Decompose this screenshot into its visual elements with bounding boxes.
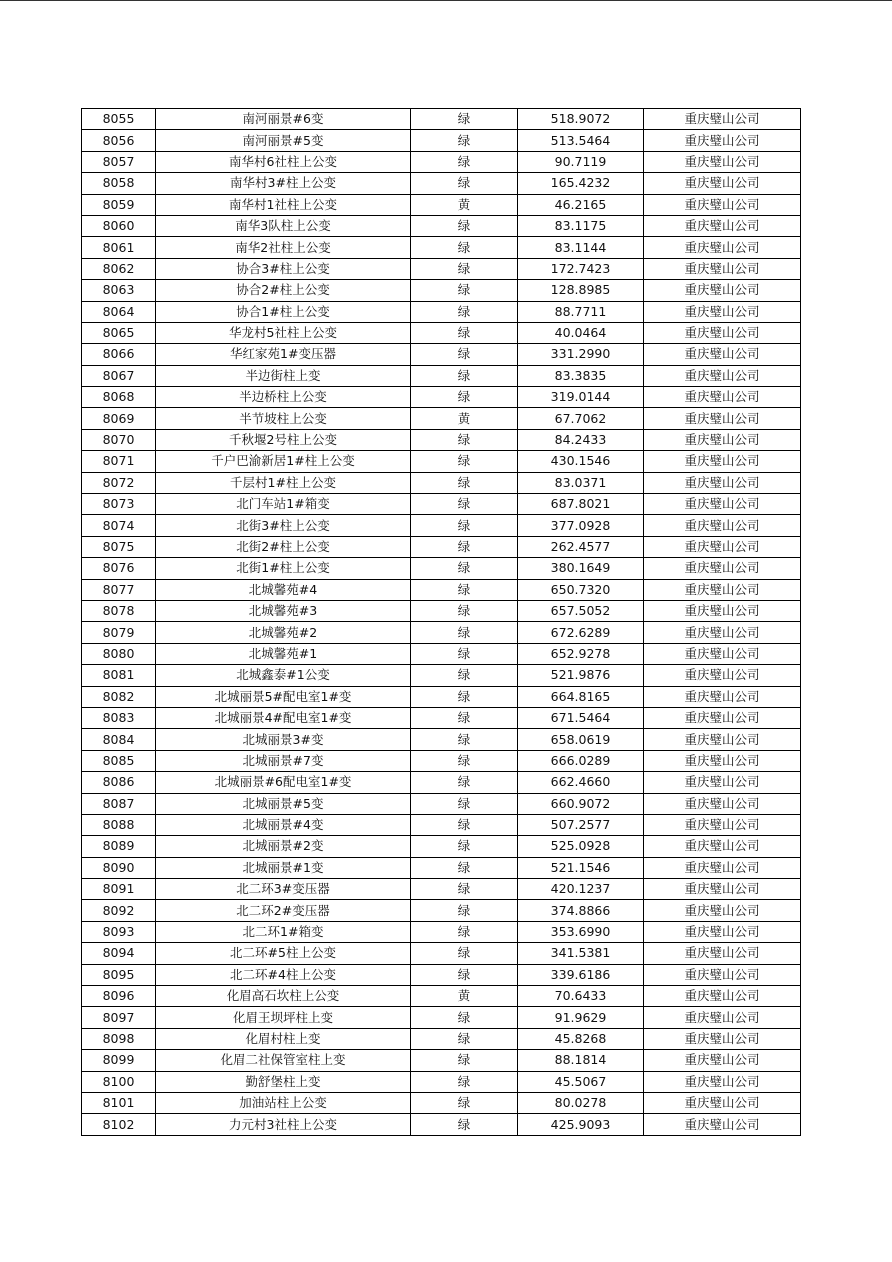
- company-cell: 重庆璧山公司: [644, 387, 801, 408]
- row-id-cell: 8064: [82, 301, 156, 322]
- company-cell: 重庆璧山公司: [644, 622, 801, 643]
- company-cell: 重庆璧山公司: [644, 215, 801, 236]
- status-cell: 绿: [411, 536, 518, 557]
- row-id-cell: 8087: [82, 793, 156, 814]
- table-row: [82, 665, 801, 686]
- company-cell: 重庆璧山公司: [644, 879, 801, 900]
- station-name-cell: 北城馨苑#3: [156, 600, 411, 621]
- table-row: [82, 151, 801, 172]
- table-row: [82, 558, 801, 579]
- table-row: [82, 1114, 801, 1135]
- value-cell: 67.7062: [518, 408, 644, 429]
- row-id-cell: 8062: [82, 258, 156, 279]
- value-cell: 172.7423: [518, 258, 644, 279]
- row-id-cell: 8069: [82, 408, 156, 429]
- value-cell: 672.6289: [518, 622, 644, 643]
- value-cell: 658.0619: [518, 729, 644, 750]
- value-cell: 91.9629: [518, 1007, 644, 1028]
- row-id-cell: 8060: [82, 215, 156, 236]
- table-row: [82, 109, 801, 130]
- table-body: [82, 109, 801, 1136]
- company-cell: 重庆璧山公司: [644, 365, 801, 386]
- table-row: [82, 643, 801, 664]
- row-id-cell: 8061: [82, 237, 156, 258]
- table-row: [82, 472, 801, 493]
- table-row: [82, 387, 801, 408]
- status-cell: 绿: [411, 622, 518, 643]
- table-row: [82, 322, 801, 343]
- value-cell: 165.4232: [518, 173, 644, 194]
- station-name-cell: 力元村3社柱上公变: [156, 1114, 411, 1135]
- value-cell: 650.7320: [518, 579, 644, 600]
- row-id-cell: 8058: [82, 173, 156, 194]
- status-cell: 绿: [411, 322, 518, 343]
- value-cell: 84.2433: [518, 429, 644, 450]
- row-id-cell: 8099: [82, 1050, 156, 1071]
- value-cell: 88.1814: [518, 1050, 644, 1071]
- company-cell: 重庆璧山公司: [644, 408, 801, 429]
- table-row: [82, 215, 801, 236]
- company-cell: 重庆璧山公司: [644, 237, 801, 258]
- table-row: [82, 686, 801, 707]
- page-top-border: [0, 0, 892, 1]
- station-name-cell: 协合3#柱上公变: [156, 258, 411, 279]
- status-cell: 绿: [411, 900, 518, 921]
- table-row: [82, 429, 801, 450]
- company-cell: 重庆璧山公司: [644, 1071, 801, 1092]
- table-row: [82, 964, 801, 985]
- status-cell: 绿: [411, 258, 518, 279]
- value-cell: 513.5464: [518, 130, 644, 151]
- table-row: [82, 237, 801, 258]
- value-cell: 430.1546: [518, 451, 644, 472]
- status-cell: 绿: [411, 494, 518, 515]
- value-cell: 652.9278: [518, 643, 644, 664]
- company-cell: 重庆璧山公司: [644, 429, 801, 450]
- row-id-cell: 8098: [82, 1028, 156, 1049]
- row-id-cell: 8071: [82, 451, 156, 472]
- status-cell: 绿: [411, 643, 518, 664]
- company-cell: 重庆璧山公司: [644, 130, 801, 151]
- station-name-cell: 北城丽景#5变: [156, 793, 411, 814]
- station-name-cell: 北城丽景#4变: [156, 814, 411, 835]
- company-cell: 重庆璧山公司: [644, 280, 801, 301]
- station-name-cell: 北二环1#箱变: [156, 921, 411, 942]
- table-row: [82, 857, 801, 878]
- row-id-cell: 8100: [82, 1071, 156, 1092]
- status-cell: 绿: [411, 558, 518, 579]
- value-cell: 88.7711: [518, 301, 644, 322]
- status-cell: 黄: [411, 194, 518, 215]
- status-cell: 绿: [411, 600, 518, 621]
- row-id-cell: 8079: [82, 622, 156, 643]
- table-row: [82, 943, 801, 964]
- station-name-cell: 勤舒堡柱上变: [156, 1071, 411, 1092]
- status-cell: 绿: [411, 814, 518, 835]
- value-cell: 83.1144: [518, 237, 644, 258]
- value-cell: 80.0278: [518, 1092, 644, 1113]
- value-cell: 83.1175: [518, 215, 644, 236]
- company-cell: 重庆璧山公司: [644, 109, 801, 130]
- station-name-cell: 南华村6社柱上公变: [156, 151, 411, 172]
- status-cell: 绿: [411, 836, 518, 857]
- value-cell: 83.0371: [518, 472, 644, 493]
- table-row: [82, 1071, 801, 1092]
- table-row: [82, 750, 801, 771]
- value-cell: 45.8268: [518, 1028, 644, 1049]
- station-name-cell: 华龙村5社柱上公变: [156, 322, 411, 343]
- company-cell: 重庆璧山公司: [644, 836, 801, 857]
- table-row: [82, 600, 801, 621]
- table-row: [82, 1092, 801, 1113]
- status-cell: 绿: [411, 579, 518, 600]
- status-cell: 黄: [411, 408, 518, 429]
- status-cell: 绿: [411, 365, 518, 386]
- status-cell: 绿: [411, 1050, 518, 1071]
- company-cell: 重庆璧山公司: [644, 814, 801, 835]
- status-cell: 绿: [411, 1028, 518, 1049]
- row-id-cell: 8068: [82, 387, 156, 408]
- station-name-cell: 千层村1#柱上公变: [156, 472, 411, 493]
- row-id-cell: 8070: [82, 429, 156, 450]
- station-name-cell: 北城馨苑#4: [156, 579, 411, 600]
- company-cell: 重庆璧山公司: [644, 515, 801, 536]
- station-name-cell: 北二环#5柱上公变: [156, 943, 411, 964]
- status-cell: 黄: [411, 986, 518, 1007]
- value-cell: 70.6433: [518, 986, 644, 1007]
- value-cell: 331.2990: [518, 344, 644, 365]
- table-row: [82, 772, 801, 793]
- station-name-cell: 北街3#柱上公变: [156, 515, 411, 536]
- value-cell: 687.8021: [518, 494, 644, 515]
- row-id-cell: 8102: [82, 1114, 156, 1135]
- table-row: [82, 1050, 801, 1071]
- value-cell: 262.4577: [518, 536, 644, 557]
- status-cell: 绿: [411, 472, 518, 493]
- value-cell: 521.1546: [518, 857, 644, 878]
- value-cell: 319.0144: [518, 387, 644, 408]
- status-cell: 绿: [411, 793, 518, 814]
- status-cell: 绿: [411, 750, 518, 771]
- status-cell: 绿: [411, 686, 518, 707]
- station-name-cell: 北二环#4柱上公变: [156, 964, 411, 985]
- company-cell: 重庆璧山公司: [644, 964, 801, 985]
- station-name-cell: 南华村3#柱上公变: [156, 173, 411, 194]
- row-id-cell: 8074: [82, 515, 156, 536]
- row-id-cell: 8092: [82, 900, 156, 921]
- station-name-cell: 北城丽景#7变: [156, 750, 411, 771]
- row-id-cell: 8077: [82, 579, 156, 600]
- value-cell: 662.4660: [518, 772, 644, 793]
- row-id-cell: 8059: [82, 194, 156, 215]
- row-id-cell: 8078: [82, 600, 156, 621]
- value-cell: 664.8165: [518, 686, 644, 707]
- table-row: [82, 793, 801, 814]
- value-cell: 46.2165: [518, 194, 644, 215]
- station-name-cell: 北城丽景5#配电室1#变: [156, 686, 411, 707]
- row-id-cell: 8083: [82, 707, 156, 728]
- value-cell: 90.7119: [518, 151, 644, 172]
- station-name-cell: 协合2#柱上公变: [156, 280, 411, 301]
- station-name-cell: 加油站柱上公变: [156, 1092, 411, 1113]
- station-name-cell: 南华2社柱上公变: [156, 237, 411, 258]
- status-cell: 绿: [411, 729, 518, 750]
- station-name-cell: 化眉村柱上变: [156, 1028, 411, 1049]
- company-cell: 重庆璧山公司: [644, 173, 801, 194]
- station-name-cell: 千户巴渝新居1#柱上公变: [156, 451, 411, 472]
- company-cell: 重庆璧山公司: [644, 921, 801, 942]
- company-cell: 重庆璧山公司: [644, 558, 801, 579]
- row-id-cell: 8090: [82, 857, 156, 878]
- row-id-cell: 8085: [82, 750, 156, 771]
- status-cell: 绿: [411, 665, 518, 686]
- row-id-cell: 8086: [82, 772, 156, 793]
- row-id-cell: 8073: [82, 494, 156, 515]
- table-row: [82, 900, 801, 921]
- value-cell: 660.9072: [518, 793, 644, 814]
- value-cell: 657.5052: [518, 600, 644, 621]
- company-cell: 重庆璧山公司: [644, 1114, 801, 1135]
- row-id-cell: 8072: [82, 472, 156, 493]
- value-cell: 425.9093: [518, 1114, 644, 1135]
- row-id-cell: 8065: [82, 322, 156, 343]
- value-cell: 666.0289: [518, 750, 644, 771]
- row-id-cell: 8095: [82, 964, 156, 985]
- station-name-cell: 北城丽景#6配电室1#变: [156, 772, 411, 793]
- company-cell: 重庆璧山公司: [644, 344, 801, 365]
- company-cell: 重庆璧山公司: [644, 451, 801, 472]
- status-cell: 绿: [411, 515, 518, 536]
- row-id-cell: 8096: [82, 986, 156, 1007]
- table-row: [82, 579, 801, 600]
- row-id-cell: 8101: [82, 1092, 156, 1113]
- row-id-cell: 8066: [82, 344, 156, 365]
- station-name-cell: 化眉高石坎柱上公变: [156, 986, 411, 1007]
- company-cell: 重庆璧山公司: [644, 600, 801, 621]
- company-cell: 重庆璧山公司: [644, 1028, 801, 1049]
- table-row: [82, 301, 801, 322]
- company-cell: 重庆璧山公司: [644, 494, 801, 515]
- status-cell: 绿: [411, 344, 518, 365]
- table-row: [82, 258, 801, 279]
- company-cell: 重庆璧山公司: [644, 301, 801, 322]
- status-cell: 绿: [411, 130, 518, 151]
- table-row: [82, 986, 801, 1007]
- company-cell: 重庆璧山公司: [644, 536, 801, 557]
- station-name-cell: 千秋堰2号柱上公变: [156, 429, 411, 450]
- value-cell: 83.3835: [518, 365, 644, 386]
- status-cell: 绿: [411, 237, 518, 258]
- row-id-cell: 8081: [82, 665, 156, 686]
- row-id-cell: 8076: [82, 558, 156, 579]
- table-row: [82, 280, 801, 301]
- company-cell: 重庆璧山公司: [644, 472, 801, 493]
- row-id-cell: 8055: [82, 109, 156, 130]
- table-row: [82, 814, 801, 835]
- value-cell: 380.1649: [518, 558, 644, 579]
- status-cell: 绿: [411, 1114, 518, 1135]
- status-cell: 绿: [411, 964, 518, 985]
- station-name-cell: 北城丽景#2变: [156, 836, 411, 857]
- station-name-cell: 北街2#柱上公变: [156, 536, 411, 557]
- company-cell: 重庆璧山公司: [644, 707, 801, 728]
- company-cell: 重庆璧山公司: [644, 665, 801, 686]
- table-row: [82, 344, 801, 365]
- status-cell: 绿: [411, 151, 518, 172]
- value-cell: 128.8985: [518, 280, 644, 301]
- station-name-cell: 南华3队柱上公变: [156, 215, 411, 236]
- status-cell: 绿: [411, 772, 518, 793]
- company-cell: 重庆璧山公司: [644, 258, 801, 279]
- station-name-cell: 北城丽景3#变: [156, 729, 411, 750]
- station-name-cell: 北二环2#变压器: [156, 900, 411, 921]
- row-id-cell: 8067: [82, 365, 156, 386]
- company-cell: 重庆璧山公司: [644, 643, 801, 664]
- table-row: [82, 515, 801, 536]
- company-cell: 重庆璧山公司: [644, 986, 801, 1007]
- station-name-cell: 南河丽景#6变: [156, 109, 411, 130]
- status-cell: 绿: [411, 1007, 518, 1028]
- value-cell: 353.6990: [518, 921, 644, 942]
- data-table: [81, 108, 801, 1136]
- status-cell: 绿: [411, 1092, 518, 1113]
- station-name-cell: 北街1#柱上公变: [156, 558, 411, 579]
- value-cell: 518.9072: [518, 109, 644, 130]
- company-cell: 重庆璧山公司: [644, 579, 801, 600]
- row-id-cell: 8056: [82, 130, 156, 151]
- company-cell: 重庆璧山公司: [644, 793, 801, 814]
- row-id-cell: 8094: [82, 943, 156, 964]
- row-id-cell: 8084: [82, 729, 156, 750]
- status-cell: 绿: [411, 879, 518, 900]
- station-name-cell: 协合1#柱上公变: [156, 301, 411, 322]
- status-cell: 绿: [411, 215, 518, 236]
- value-cell: 420.1237: [518, 879, 644, 900]
- station-name-cell: 北门车站1#箱变: [156, 494, 411, 515]
- row-id-cell: 8063: [82, 280, 156, 301]
- station-name-cell: 化眉王坝坪柱上变: [156, 1007, 411, 1028]
- company-cell: 重庆璧山公司: [644, 151, 801, 172]
- company-cell: 重庆璧山公司: [644, 943, 801, 964]
- status-cell: 绿: [411, 387, 518, 408]
- table-row: [82, 451, 801, 472]
- status-cell: 绿: [411, 280, 518, 301]
- company-cell: 重庆璧山公司: [644, 194, 801, 215]
- station-name-cell: 化眉二社保管室柱上变: [156, 1050, 411, 1071]
- table-row: [82, 1028, 801, 1049]
- company-cell: 重庆璧山公司: [644, 729, 801, 750]
- station-name-cell: 华红家苑1#变压器: [156, 344, 411, 365]
- row-id-cell: 8088: [82, 814, 156, 835]
- table-row: [82, 365, 801, 386]
- table-row: [82, 536, 801, 557]
- table-row: [82, 1007, 801, 1028]
- table-row: [82, 921, 801, 942]
- row-id-cell: 8093: [82, 921, 156, 942]
- value-cell: 341.5381: [518, 943, 644, 964]
- row-id-cell: 8082: [82, 686, 156, 707]
- value-cell: 374.8866: [518, 900, 644, 921]
- table-row: [82, 836, 801, 857]
- station-name-cell: 北二环3#变压器: [156, 879, 411, 900]
- status-cell: 绿: [411, 943, 518, 964]
- value-cell: 339.6186: [518, 964, 644, 985]
- company-cell: 重庆璧山公司: [644, 900, 801, 921]
- status-cell: 绿: [411, 109, 518, 130]
- row-id-cell: 8075: [82, 536, 156, 557]
- value-cell: 521.9876: [518, 665, 644, 686]
- status-cell: 绿: [411, 301, 518, 322]
- table-row: [82, 130, 801, 151]
- status-cell: 绿: [411, 921, 518, 942]
- company-cell: 重庆璧山公司: [644, 1092, 801, 1113]
- company-cell: 重庆璧山公司: [644, 750, 801, 771]
- value-cell: 377.0928: [518, 515, 644, 536]
- row-id-cell: 8057: [82, 151, 156, 172]
- station-name-cell: 北城丽景#1变: [156, 857, 411, 878]
- value-cell: 525.0928: [518, 836, 644, 857]
- table-row: [82, 173, 801, 194]
- status-cell: 绿: [411, 857, 518, 878]
- station-name-cell: 北城馨苑#2: [156, 622, 411, 643]
- row-id-cell: 8091: [82, 879, 156, 900]
- table-row: [82, 194, 801, 215]
- status-cell: 绿: [411, 173, 518, 194]
- value-cell: 507.2577: [518, 814, 644, 835]
- row-id-cell: 8089: [82, 836, 156, 857]
- value-cell: 671.5464: [518, 707, 644, 728]
- status-cell: 绿: [411, 429, 518, 450]
- station-name-cell: 北城丽景4#配电室1#变: [156, 707, 411, 728]
- table-row: [82, 729, 801, 750]
- company-cell: 重庆璧山公司: [644, 1007, 801, 1028]
- company-cell: 重庆璧山公司: [644, 686, 801, 707]
- status-cell: 绿: [411, 451, 518, 472]
- value-cell: 40.0464: [518, 322, 644, 343]
- value-cell: 45.5067: [518, 1071, 644, 1092]
- table-row: [82, 408, 801, 429]
- station-name-cell: 半节坡柱上公变: [156, 408, 411, 429]
- company-cell: 重庆璧山公司: [644, 857, 801, 878]
- station-name-cell: 半边桥柱上公变: [156, 387, 411, 408]
- table-row: [82, 622, 801, 643]
- row-id-cell: 8097: [82, 1007, 156, 1028]
- row-id-cell: 8080: [82, 643, 156, 664]
- table-row: [82, 879, 801, 900]
- station-name-cell: 北城鑫泰#1公变: [156, 665, 411, 686]
- table-row: [82, 707, 801, 728]
- status-cell: 绿: [411, 707, 518, 728]
- table-row: [82, 494, 801, 515]
- company-cell: 重庆璧山公司: [644, 322, 801, 343]
- station-name-cell: 南华村1社柱上公变: [156, 194, 411, 215]
- status-cell: 绿: [411, 1071, 518, 1092]
- company-cell: 重庆璧山公司: [644, 1050, 801, 1071]
- station-name-cell: 北城馨苑#1: [156, 643, 411, 664]
- company-cell: 重庆璧山公司: [644, 772, 801, 793]
- station-name-cell: 半边街柱上变: [156, 365, 411, 386]
- station-name-cell: 南河丽景#5变: [156, 130, 411, 151]
